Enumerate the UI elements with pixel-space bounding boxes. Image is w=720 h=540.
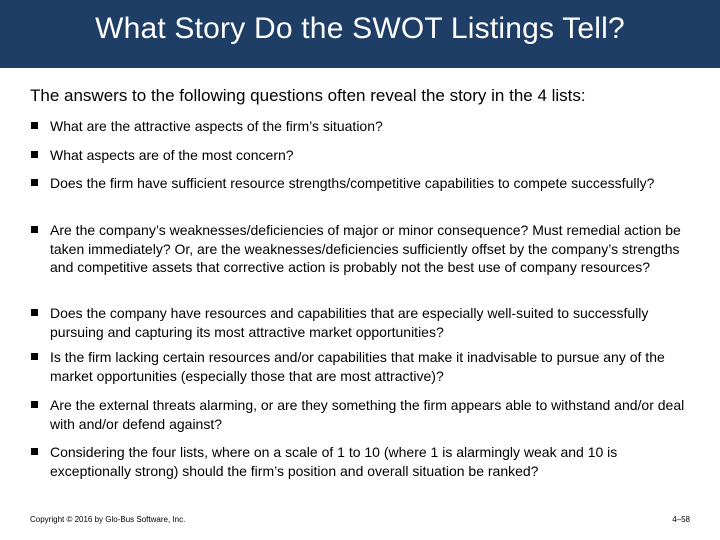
title-bar bbox=[0, 0, 720, 68]
list-item bbox=[28, 174, 700, 193]
list-item-text: Does the firm have sufficient resource strengths/competitive capabilities to compete successfully? bbox=[50, 175, 655, 191]
list-item-text: Are the company’s weaknesses/deficiencies of major or minor consequence? Must remedial action be taken immediately? Or, are the weaknesses/deficiencies sufficiently offset by the company’s strengths and competitive assets that corrective action is probably not the best use of company resources? bbox=[50, 222, 681, 275]
list-item-text: Considering the four lists, where on a scale of 1 to 10 (where 1 is alarmingly weak and 10 is exceptionally strong) should the firm’s position and overall situation be ranked? bbox=[50, 444, 618, 479]
list-item-text: What aspects are of the most concern? bbox=[50, 147, 294, 163]
copyright-footer: Copyright © 2016 by Glo-Bus Software, Inc. bbox=[30, 515, 186, 524]
list-item bbox=[28, 146, 700, 165]
list-item-text: Are the external threats alarming, or are they something the firm appears able to withstand and/or deal with and/or defend against? bbox=[50, 397, 685, 432]
square-bullet-icon bbox=[31, 151, 38, 158]
list-item-text: Does the company have resources and capabilities that are especially well-suited to successfully pursuing and capturing its most attractive market opportunities? bbox=[50, 305, 649, 340]
list-item bbox=[28, 117, 700, 136]
square-bullet-icon bbox=[31, 122, 38, 129]
slide-title: What Story Do the SWOT Listings Tell? bbox=[95, 12, 625, 45]
list-item bbox=[28, 221, 700, 277]
intro-text: The answers to the following questions often reveal the story in the 4 lists: bbox=[30, 86, 586, 105]
square-bullet-icon bbox=[31, 353, 38, 360]
slide-number: 4–58 bbox=[672, 515, 690, 524]
list-item bbox=[28, 396, 700, 433]
square-bullet-icon bbox=[31, 401, 38, 408]
square-bullet-icon bbox=[31, 226, 38, 233]
square-bullet-icon bbox=[31, 448, 38, 455]
list-item-text: Is the firm lacking certain resources and/or capabilities that make it inadvisable to pursue any of the market opportunities (especially those that are most attractive)? bbox=[50, 349, 665, 384]
list-item-text: What are the attractive aspects of the firm’s situation? bbox=[50, 118, 383, 134]
list-item bbox=[28, 443, 700, 480]
square-bullet-icon bbox=[31, 179, 38, 186]
list-item bbox=[28, 348, 700, 385]
list-item bbox=[28, 304, 700, 341]
square-bullet-icon bbox=[31, 309, 38, 316]
